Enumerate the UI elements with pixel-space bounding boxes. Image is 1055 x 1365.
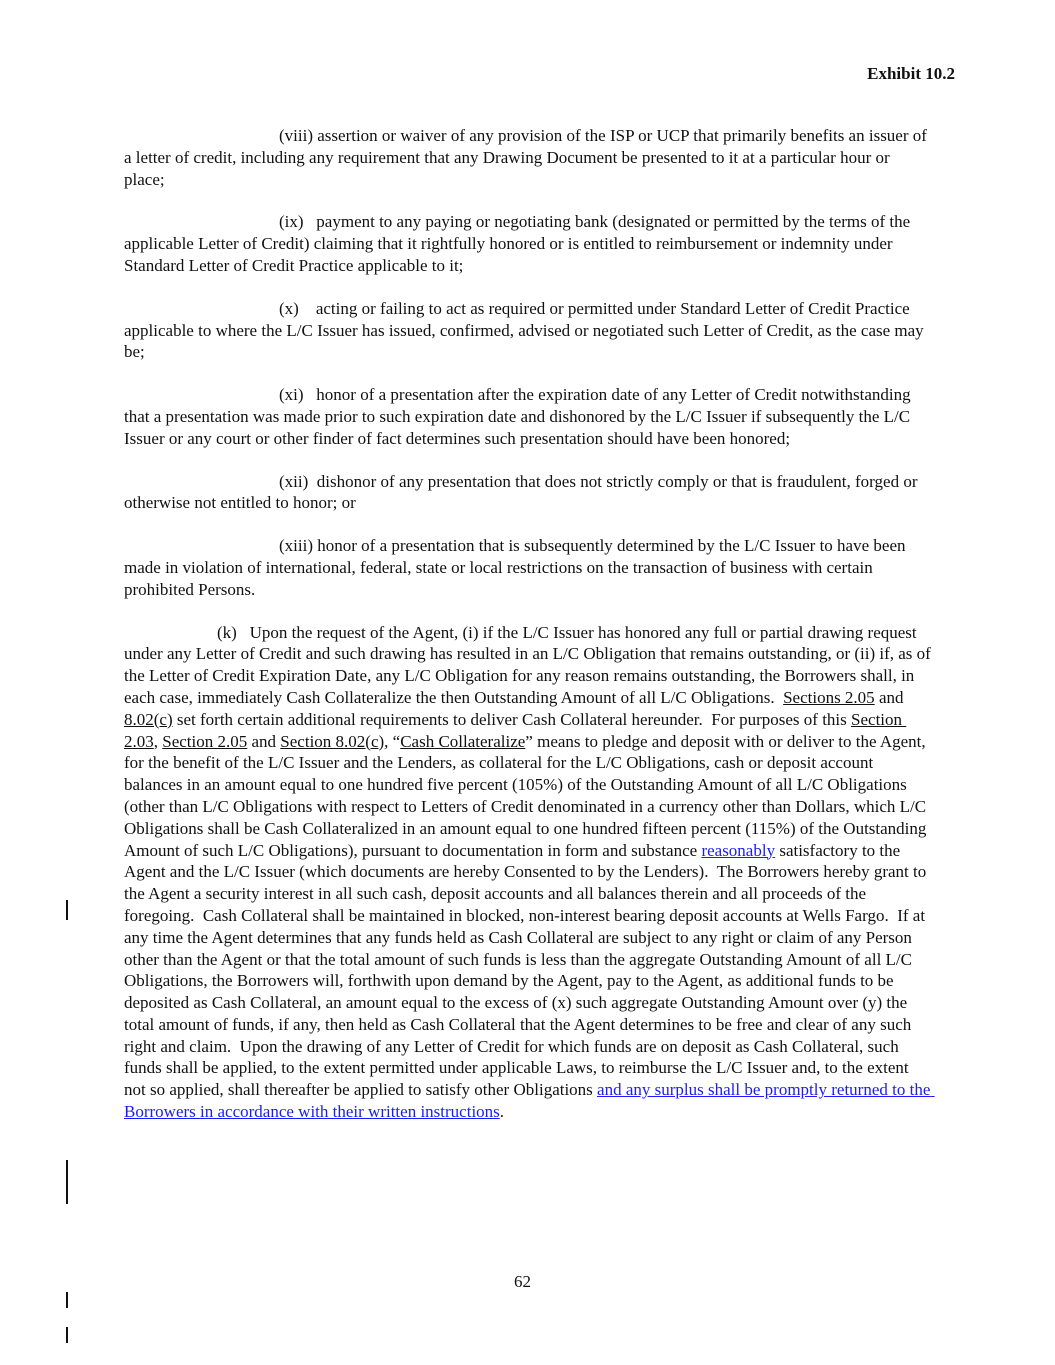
section-text: , “ — [384, 731, 401, 751]
cross-reference[interactable]: Sections 2.05 — [783, 687, 875, 707]
inserted-text: and any surplus shall be promptly returned to the Borrowers in accordance with their written instructions — [124, 1080, 935, 1122]
clause-text: dishonor of any presentation that does not strictly comply or that is fraudulent, forged or otherwise not entitled to honor; or — [124, 471, 922, 513]
section-number: (k) — [217, 622, 237, 642]
clause-text: acting or failing to act as required or permitted under Standard Letter of Credit Practice applicable to where the L/C Issuer has issued, confirmed, advised or negotiated such Letter of Credit, as the case may be; — [124, 298, 928, 362]
section-text: and — [874, 687, 908, 707]
clause-ix — [124, 211, 934, 276]
clause-text: honor of a presentation that is subsequently determined by the L/C Issuer to have been made in violation of international, federal, state or local restrictions on the transaction of business with certain prohibited Persons. — [124, 536, 910, 599]
section-text: , — [153, 731, 163, 751]
inserted-text: reasonably — [701, 840, 776, 860]
change-bar — [66, 1292, 68, 1308]
clause-xi — [124, 384, 934, 449]
clause-text: assertion or waiver of any provision of the ISP or UCP that primarily benefits an issuer of a letter of credit, including any requirement that any Drawing Document be presented to it at a particular hour or place; — [124, 126, 932, 189]
clause-xii — [124, 471, 934, 515]
section-k — [124, 622, 934, 1123]
clause-number: (x) — [279, 298, 299, 318]
change-bar — [66, 1160, 68, 1204]
document-body — [124, 125, 934, 1144]
clause-number: (xii) — [279, 471, 309, 491]
section-text: set forth certain additional requirements to deliver Cash Collateral hereunder. For purposes of this — [172, 709, 852, 729]
clause-text: honor of a presentation after the expiration date of any Letter of Credit notwithstanding that a presentation was made prior to such expiration date and dishonored by the L/C Issuer if subsequently the L/C Issuer or any court or other finder of fact determines such presentation should have been honored; — [124, 385, 915, 448]
cross-reference[interactable]: Section 2.03 — [124, 709, 907, 751]
clause-xiii — [124, 535, 934, 600]
section-text: . — [499, 1102, 505, 1122]
section-text: satisfactory to the Agent and the L/C Issuer (which documents are hereby Consented to by the Lenders). The Borrowers hereby grant to the Agent a security interest in all such cash, deposit accounts and all balances therein and all proceeds of the foregoing. Cash Collateral shall be maintained in blocked, non-interest bearing deposit accounts at Wells Fargo. If at any time the Agent determines that any funds held as Cash Collateral are subject to any right or claim of any Person other than the Agent or that the total amount of such funds is less than the aggregate Outstanding Amount of all L/C Obligations, the Borrowers will, forthwith upon demand by the Agent, pay to the Agent, as additional funds to be deposited as Cash Collateral, an amount equal to the excess of (x) such aggregate Outstanding Amount over (y) the total amount of funds, if any, then held as Cash Collateral that the Agent determines to be free and clear of any such right and claim. Upon the drawing of any Letter of Credit for which funds are on deposit as Cash Collateral, such funds shall be applied, to the extent permitted under applicable Laws, to reimburse the L/C Issuer and, to the extent not so applied, shall thereafter be applied to satisfy other Obligations — [124, 840, 931, 1100]
clause-number: (viii) — [279, 126, 313, 145]
clause-number: (xi) — [279, 385, 304, 405]
change-bar — [66, 900, 68, 920]
section-text: ” means to pledge and deposit with or deliver to the Agent, for the benefit of the L/C Issuer and the Lenders, as collateral for the L/C Obligations, cash or deposit account balances in an amount equal to one hundred five percent (105%) of the Outstanding Amount of all L/C Obligations (other than L/C Obligations with respect to Letters of Credit denominated in a currency other than Dollars, which L/C Obligations shall be Cash Collateralized in an amount equal to one hundred fifteen percent (115%) of the Outstanding Amount of such L/C Obligations), pursuant to documentation in form and substance — [124, 731, 931, 860]
clause-x — [124, 298, 934, 363]
clause-text: payment to any paying or negotiating bank (designated or permitted by the terms of the applicable Letter of Credit) claiming that it rightfully honored or is entitled to reimbursement or indemnity under Standard Letter of Credit Practice applicable to it; — [124, 212, 915, 275]
section-text: and — [247, 731, 281, 751]
exhibit-label: Exhibit 10.2 — [867, 64, 955, 83]
page-number: 62 — [514, 1272, 531, 1291]
clause-number: (xiii) — [279, 536, 313, 556]
clause-number: (ix) — [279, 212, 304, 232]
cross-reference[interactable]: 8.02(c) — [124, 709, 173, 729]
cross-reference[interactable]: Section 8.02(c) — [280, 731, 385, 751]
change-bar — [66, 1327, 68, 1343]
clause-viii — [124, 125, 934, 190]
defined-term: Cash Collateralize — [400, 731, 526, 751]
section-text: Upon the request of the Agent, (i) if the L/C Issuer has honored any full or partial drawing request under any Letter of Credit and such drawing has resulted in an L/C Obligation that remains outstanding, or (ii) if, as of the Letter of Credit Expiration Date, any L/C Obligation for any reason remains outstanding, the Borrowers shall, in each case, immediately Cash Collateralize the then Outstanding Amount of all L/C Obligations. — [124, 622, 936, 707]
cross-reference[interactable]: Section 2.05 — [162, 731, 248, 751]
